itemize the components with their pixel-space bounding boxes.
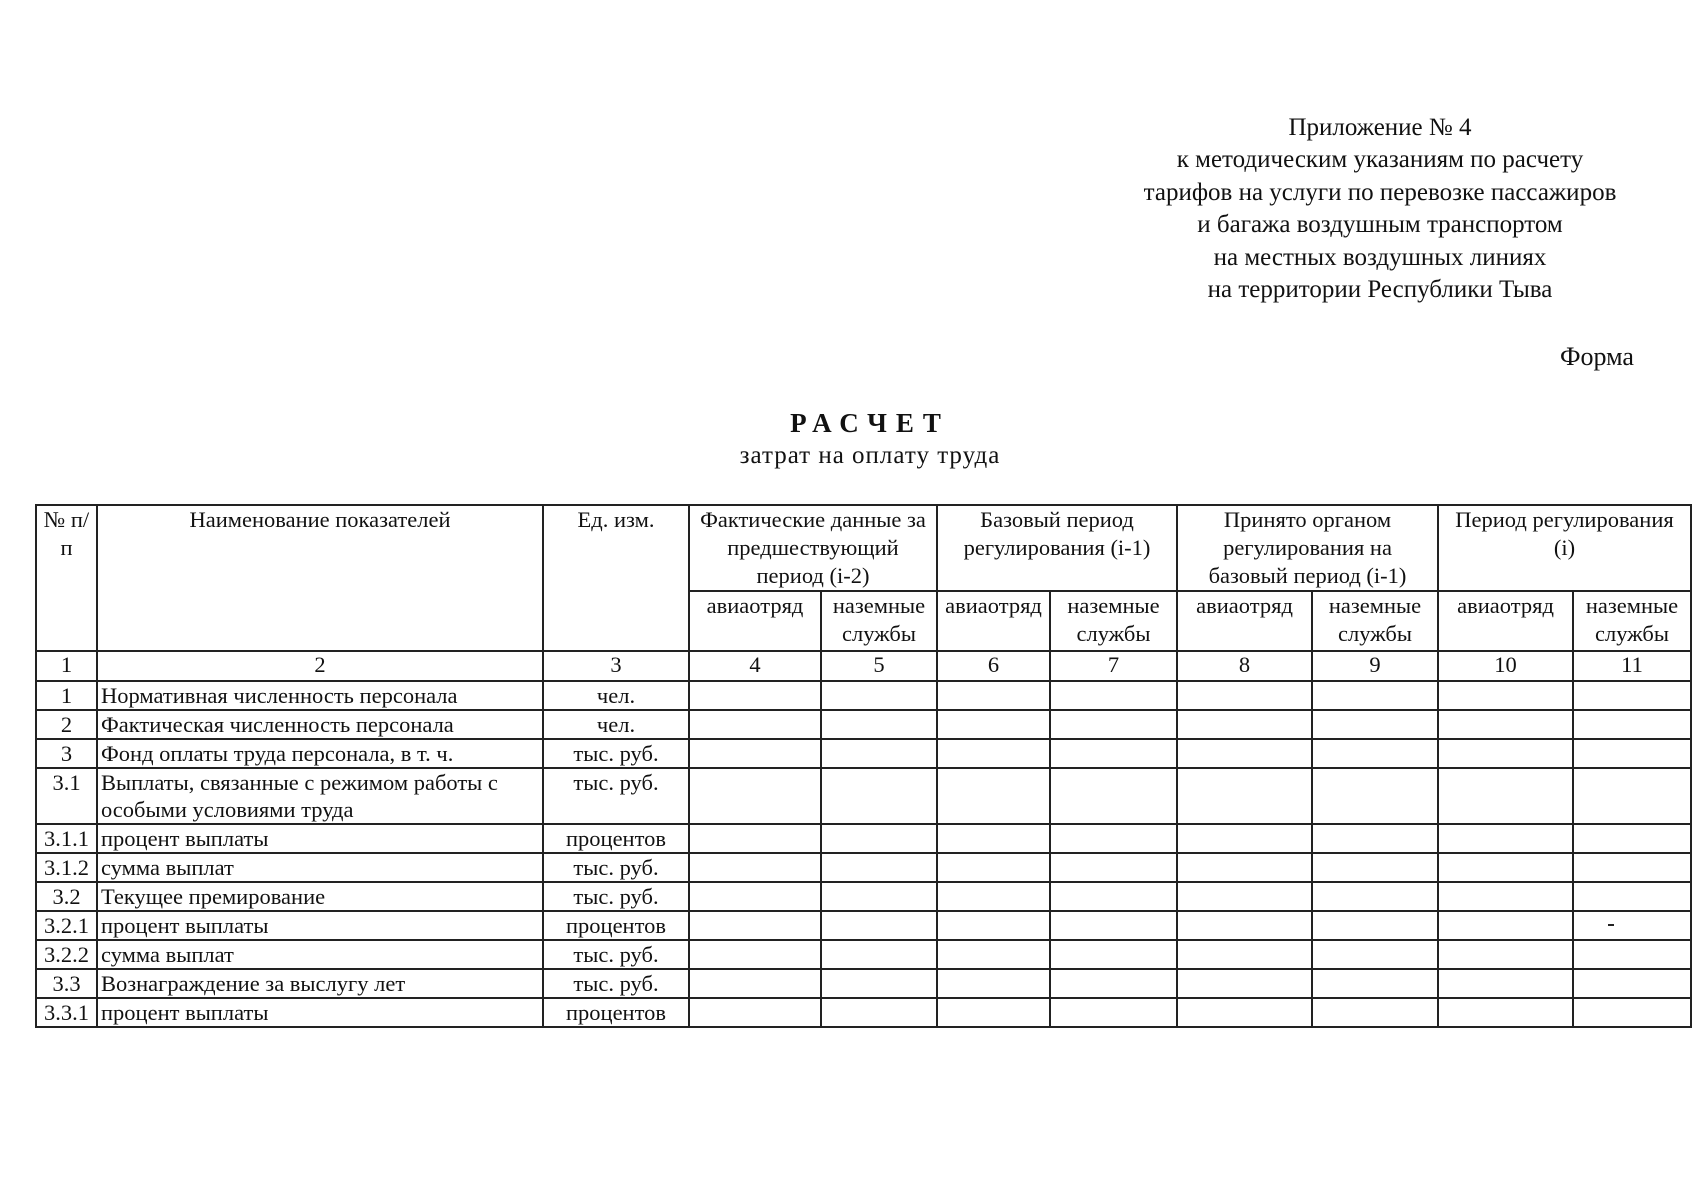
header-group-regulation-period: Период регулирования (i) [1438,505,1691,591]
value-cell[interactable] [1050,911,1177,940]
row-unit: тыс. руб. [543,940,689,969]
row-name: сумма выплат [97,940,543,969]
value-cell[interactable] [937,882,1050,911]
value-cell[interactable] [937,940,1050,969]
value-cell[interactable] [1438,940,1573,969]
value-cell[interactable] [1312,681,1438,710]
value-cell[interactable] [1438,824,1573,853]
header-sub: авиаотряд [937,591,1050,651]
value-cell[interactable] [821,911,937,940]
row-unit: процентов [543,824,689,853]
value-cell[interactable] [1573,681,1691,710]
value-cell[interactable] [1312,969,1438,998]
value-cell[interactable] [1177,681,1312,710]
appendix-line: на местных воздушных линиях [1213,243,1547,271]
column-number: 10 [1438,651,1573,681]
row-number: 3.1.1 [36,824,97,853]
value-cell[interactable] [821,681,937,710]
value-cell[interactable] [821,853,937,882]
row-unit: процентов [543,998,689,1027]
header-group-base-period: Базовый период регулирования (i-1) [937,505,1177,591]
header-group-accepted: Принято органом регулирования на базовый период (i-1) [1177,505,1438,591]
appendix-block [1070,112,1690,306]
row-unit: тыс. руб. [543,739,689,768]
value-cell[interactable] [1050,998,1177,1027]
value-cell[interactable] [1438,768,1573,824]
row-name: процент выплаты [97,824,543,853]
row-name: Текущее премирование [97,882,543,911]
value-cell[interactable] [1312,739,1438,768]
value-cell[interactable] [1573,940,1691,969]
value-cell[interactable] [1177,882,1312,911]
value-cell[interactable] [1177,940,1312,969]
table-row [36,882,1691,911]
value-cell[interactable] [1573,739,1691,768]
header-sub: наземные службы [1050,591,1177,651]
value-cell[interactable] [1050,681,1177,710]
row-unit: тыс. руб. [543,853,689,882]
row-number: 3.3 [36,969,97,998]
appendix-line: к методическим указаниям по расчету [1176,146,1584,174]
calculation-table [35,504,1692,1028]
row-number: 3.1.2 [36,853,97,882]
row-name: Фонд оплаты труда персонала, в т. ч. [97,739,543,768]
row-unit: тыс. руб. [543,969,689,998]
row-unit: процентов [543,911,689,940]
row-name: Вознаграждение за выслугу лет [97,969,543,998]
row-name: процент выплаты [97,998,543,1027]
table-row [36,739,1691,768]
header-unit: Ед. изм. [543,505,689,651]
value-cell[interactable] [937,768,1050,824]
document-title: РАСЧЕТ [790,408,950,438]
value-cell[interactable] [1177,824,1312,853]
table-row [36,940,1691,969]
header-num: № п/п [36,505,97,651]
value-cell[interactable] [1312,998,1438,1027]
value-cell[interactable] [1573,853,1691,882]
value-cell[interactable] [1573,998,1691,1027]
value-cell[interactable] [1177,710,1312,739]
header-sub: авиаотряд [1438,591,1573,651]
column-number: 5 [821,651,937,681]
table-row [36,681,1691,710]
value-cell[interactable] [821,969,937,998]
value-cell[interactable] [689,998,821,1027]
value-cell[interactable] [1312,710,1438,739]
value-cell[interactable] [689,824,821,853]
value-cell[interactable] [937,824,1050,853]
column-number: 2 [97,651,543,681]
column-number: 3 [543,651,689,681]
value-cell[interactable] [1050,882,1177,911]
row-number: 2 [36,710,97,739]
column-number: 6 [937,651,1050,681]
value-cell[interactable] [689,940,821,969]
table-row [36,824,1691,853]
value-cell[interactable] [1050,940,1177,969]
table-row [36,911,1691,940]
value-cell[interactable] [1573,882,1691,911]
value-cell[interactable] [1312,853,1438,882]
row-name: сумма выплат [97,853,543,882]
row-unit: тыс. руб. [543,768,689,824]
value-cell[interactable] [1438,882,1573,911]
value-cell[interactable] [821,882,937,911]
value-cell[interactable] [1050,969,1177,998]
value-cell[interactable] [689,681,821,710]
row-name: Фактическая численность персонала [97,710,543,739]
value-cell[interactable] [1177,998,1312,1027]
value-cell[interactable] [1312,911,1438,940]
row-unit: чел. [543,681,689,710]
table-row [36,710,1691,739]
value-cell[interactable] [689,911,821,940]
row-number: 3 [36,739,97,768]
table-row [36,969,1691,998]
column-number: 7 [1050,651,1177,681]
row-name: Нормативная численность персонала [97,681,543,710]
value-cell[interactable] [1573,824,1691,853]
value-cell[interactable] [821,768,937,824]
value-cell[interactable] [1050,710,1177,739]
value-cell[interactable] [689,768,821,824]
row-unit: чел. [543,710,689,739]
appendix-line: Приложение № 4 [1288,114,1472,141]
value-cell[interactable] [1050,768,1177,824]
column-number: 11 [1573,651,1691,681]
table-row [36,853,1691,882]
value-cell[interactable] [689,882,821,911]
value-cell[interactable] [689,710,821,739]
column-number: 1 [36,651,97,681]
value-cell[interactable] [1177,969,1312,998]
value-cell[interactable] [1312,940,1438,969]
value-cell[interactable] [1438,969,1573,998]
column-number: 9 [1312,651,1438,681]
row-number: 3.2.2 [36,940,97,969]
value-cell[interactable] [1573,768,1691,824]
value-cell[interactable] [1438,710,1573,739]
value-cell[interactable] [937,739,1050,768]
value-cell[interactable] [821,739,937,768]
value-cell[interactable] [1438,739,1573,768]
value-cell[interactable] [937,853,1050,882]
value-cell[interactable] [1050,739,1177,768]
value-cell[interactable] [1438,853,1573,882]
value-cell[interactable] [821,824,937,853]
row-number: 3.2 [36,882,97,911]
table-row [36,768,1691,824]
row-name: процент выплаты [97,911,543,940]
appendix-line: на территории Республики Тыва [1207,276,1553,304]
header-sub: наземные службы [1573,591,1691,651]
row-name: Выплаты, связанные с режимом работы с особыми условиями труда [97,768,543,824]
row-number: 1 [36,681,97,710]
value-cell[interactable] [1573,969,1691,998]
value-cell[interactable] [1177,853,1312,882]
value-cell[interactable] [1050,824,1177,853]
value-cell[interactable] [1312,882,1438,911]
value-cell[interactable] [1573,911,1691,940]
row-unit: тыс. руб. [543,882,689,911]
column-number: 8 [1177,651,1312,681]
appendix-line: и багажа воздушным транспортом [1197,211,1563,239]
value-cell[interactable] [821,940,937,969]
header-sub: авиаотряд [1177,591,1312,651]
row-number: 3.3.1 [36,998,97,1027]
table-row [36,998,1691,1027]
value-cell[interactable] [821,710,937,739]
header-sub: наземные службы [1312,591,1438,651]
value-cell[interactable] [689,853,821,882]
row-number: 3.2.1 [36,911,97,940]
value-cell[interactable] [1177,739,1312,768]
stray-mark [1608,924,1614,926]
header-sub: наземные службы [821,591,937,651]
header-sub: авиаотряд [689,591,821,651]
value-cell[interactable] [937,911,1050,940]
value-cell[interactable] [937,710,1050,739]
header-name: Наименование показателей [97,505,543,651]
value-cell[interactable] [937,969,1050,998]
header-group-actual: Фактические данные за предшествующий период (i-2) [689,505,937,591]
document-subtitle: затрат на оплату труда [739,442,1001,469]
value-cell[interactable] [1573,710,1691,739]
value-cell[interactable] [1438,998,1573,1027]
column-number: 4 [689,651,821,681]
value-cell[interactable] [821,998,937,1027]
value-cell[interactable] [689,969,821,998]
value-cell[interactable] [1177,911,1312,940]
value-cell[interactable] [689,739,821,768]
value-cell[interactable] [1438,911,1573,940]
appendix-line: тарифов на услуги по перевозке пассажиров [1143,178,1617,206]
value-cell[interactable] [1438,681,1573,710]
value-cell[interactable] [1050,853,1177,882]
value-cell[interactable] [937,681,1050,710]
value-cell[interactable] [1312,768,1438,824]
row-number: 3.1 [36,768,97,824]
value-cell[interactable] [937,998,1050,1027]
value-cell[interactable] [1177,768,1312,824]
value-cell[interactable] [1312,824,1438,853]
form-label: Форма [1560,342,1634,371]
